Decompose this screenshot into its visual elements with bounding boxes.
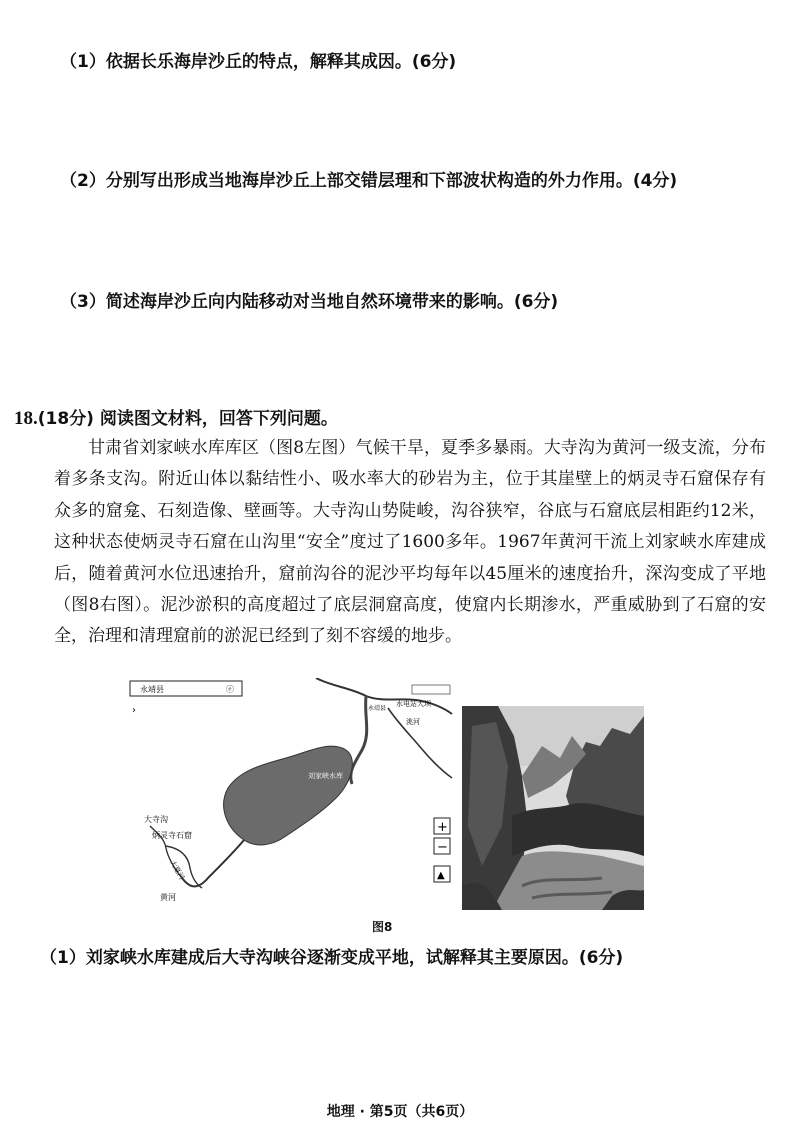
- map-dasigou-label: 大寺沟: [144, 815, 168, 824]
- map-taohe-label: 洮河: [406, 718, 420, 726]
- map-grotto-label: 炳灵寺石窟: [152, 831, 192, 840]
- canyon-photo: [462, 706, 644, 910]
- map-county-label: 永靖县: [140, 685, 164, 694]
- map-reservoir-label: 刘家峡水库: [308, 772, 343, 780]
- map-daxiahe-label: 大夏河: [168, 859, 186, 882]
- map-back-arrow-icon: ›: [132, 705, 136, 716]
- question-18-1: （1）刘家峡水库建成后大寺沟峡谷逐渐变成平地，试解释其主要原因。(6分): [40, 948, 624, 968]
- reservoir-map: [126, 678, 456, 910]
- material-paragraph: 甘肃省刘家峡水库库区（图8左图）气候干旱，夏季多暴雨。大寺沟为黄河一级支流，分布着多条支沟。附近山体以黏结性小、吸水率大的砂岩为主，位于其崖壁上的炳灵寺石窟保存有众多的窟龛、石刻造像、壁画等。大寺沟山势陡峻，沟谷狭窄，谷底与石窟底层相距约12米，这种状态使炳灵寺石窟在山沟里“安全”度过了1600多年。1967年黄河干流上刘家峡水库建成后，随着黄河水位迅速抬升，窟前沟谷的泥沙平均每年以45厘米的速度抬升，深沟变成了平地（图8右图）。泥沙淤积的高度超过了底层洞窟高度，使窟内长期渗水，严重威胁到了石窟的安全，治理和清理窟前的淤泥已经到了刻不容缓的地步。: [54, 438, 766, 647]
- page-footer: 地理 · 第5页（共6页）: [326, 1104, 474, 1120]
- map-huanghe-label: 黄河: [160, 893, 176, 902]
- figure-caption: 图8: [372, 920, 393, 934]
- map-search-icon: ⓔ: [226, 685, 234, 694]
- zoom-in-icon: +: [437, 820, 448, 835]
- map-yongjing-label: 永靖县: [368, 705, 387, 712]
- north-arrow-icon: ▲: [437, 870, 445, 881]
- question-18-header: [14, 404, 338, 430]
- question-header-text: (18分) 阅读图文材料，回答下列问题。: [37, 409, 338, 429]
- question-17-3: （3）简述海岸沙丘向内陆移动对当地自然环境带来的影响。(6分): [60, 292, 559, 312]
- question-17-1: （1）依据长乐海岸沙丘的特点，解释其成因。(6分): [60, 52, 457, 72]
- zoom-out-icon: −: [437, 840, 448, 855]
- question-number: 18.: [14, 408, 38, 429]
- question-17-2: （2）分别写出形成当地海岸沙丘上部交错层理和下部波状构造的外力作用。(4分): [60, 171, 678, 191]
- map-hydro-label: 水电站大坝: [396, 700, 431, 708]
